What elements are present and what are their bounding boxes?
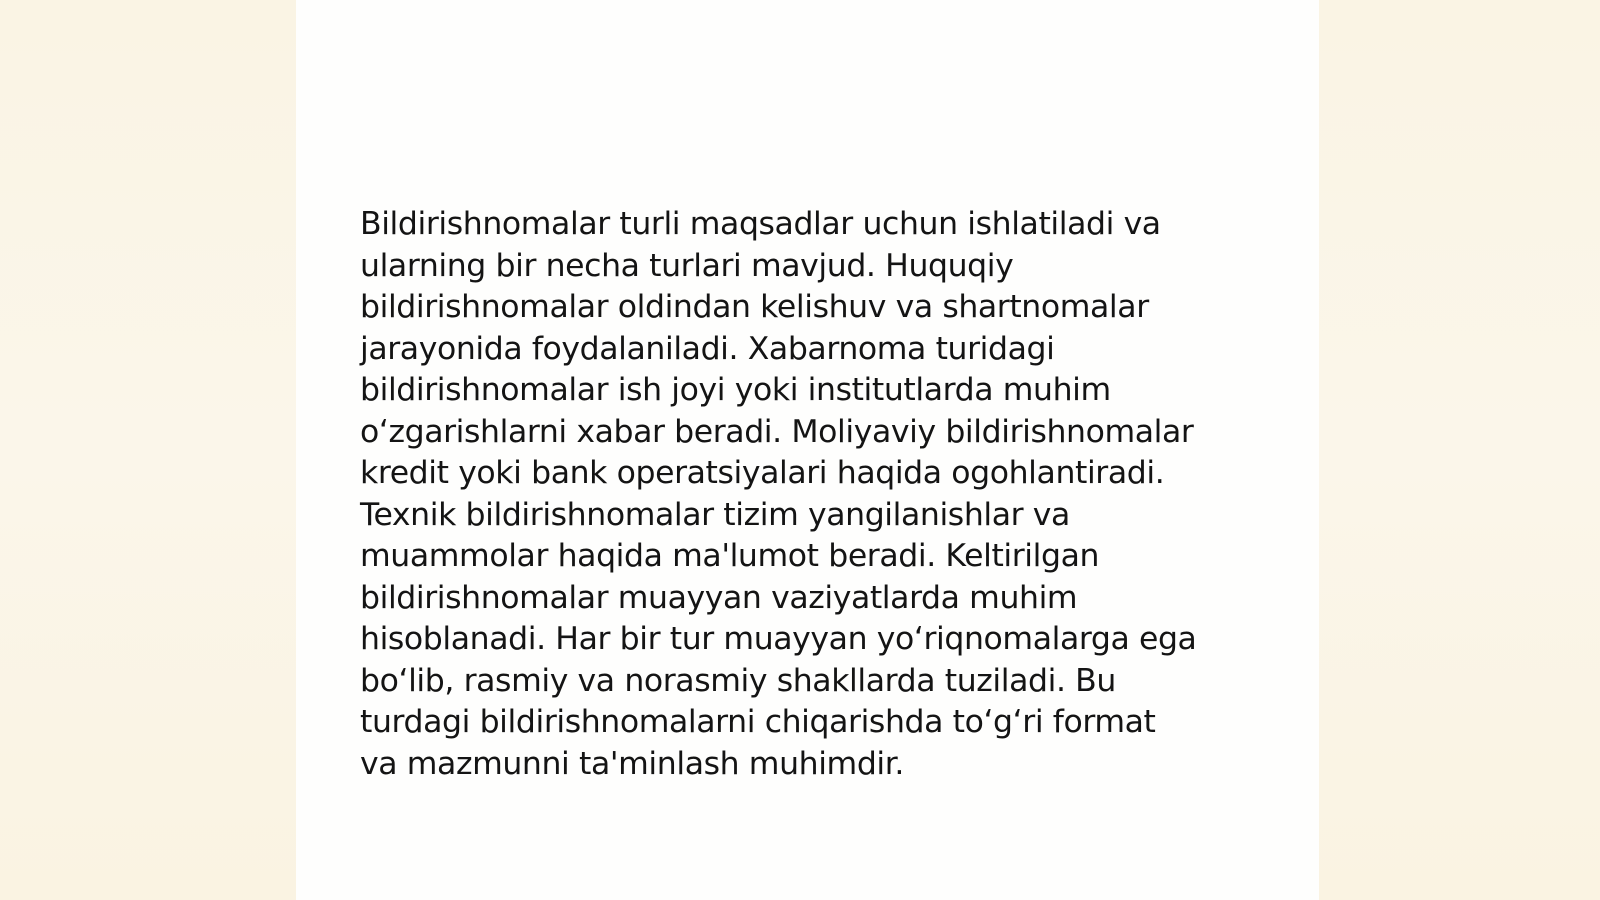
paragraph-line: hisoblanadi. Har bir tur muayyan yo‘riqnomalarga ega [360,621,1197,657]
paragraph-line: bildirishnomalar ish joyi yoki institutlarda muhim [360,372,1111,408]
paragraph-line: Texnik bildirishnomalar tizim yangilanishlar va [360,496,1070,533]
paragraph-line: va mazmunni ta'minlash muhimdir. [360,745,905,782]
paragraph-line: turdagi bildirishnomalarni chiqarishda to‘g‘ri format [360,704,1156,740]
paragraph-line: bildirishnomalar muayyan vaziyatlarda muhim [360,579,1078,616]
paragraph-line: ularning bir necha turlari mavjud. Huquqiy [360,247,1014,284]
paragraph-line: bo‘lib, rasmiy va norasmiy shakllarda tuziladi. Bu [360,662,1116,699]
paragraph-line: o‘zgarishlarni xabar beradi. Moliyaviy bildirishnomalar [360,413,1194,450]
paragraph-line: bildirishnomalar oldindan kelishuv va shartnomalar [360,289,1149,325]
left-background-panel [0,0,296,900]
right-background-panel [1319,0,1600,900]
body-paragraph [360,204,1260,785]
paragraph-line: Bildirishnomalar turli maqsadlar uchun ishlatiladi va [360,206,1161,242]
paragraph-line: jarayonida foydalaniladi. Xabarnoma turidagi [360,330,1055,367]
paragraph-line: muammolar haqida ma'lumot beradi. Keltirilgan [360,538,1100,574]
paragraph-line: kredit yoki bank operatsiyalari haqida ogohlantiradi. [360,455,1165,491]
